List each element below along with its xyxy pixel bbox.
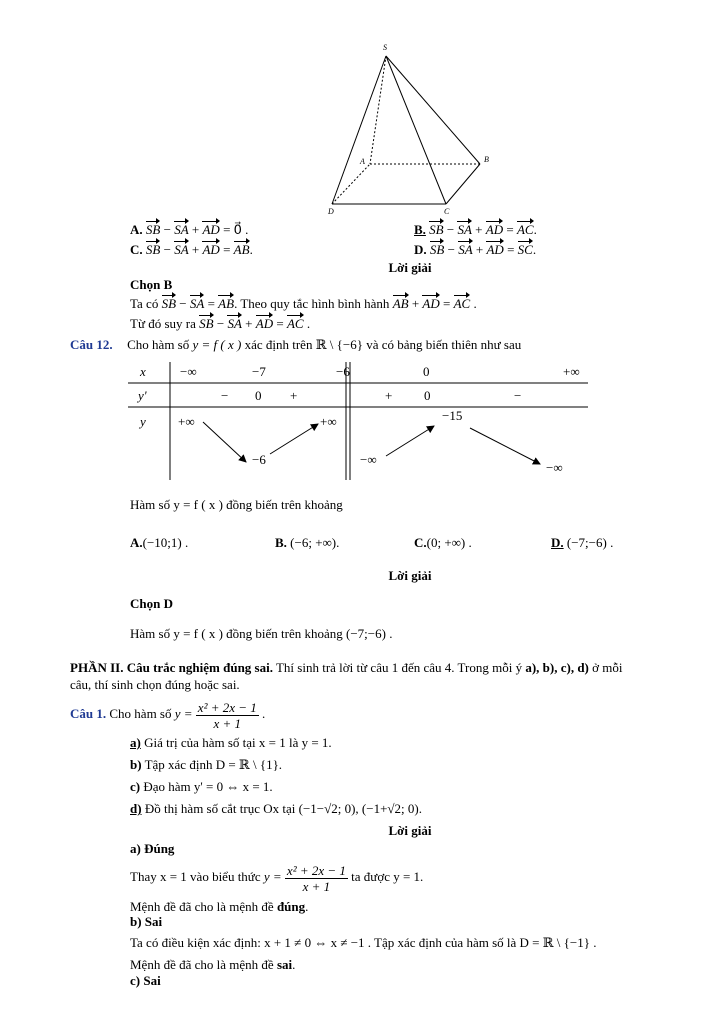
text: y = f ( x ) — [192, 337, 242, 352]
option-label: C. — [130, 242, 143, 257]
q1-loigiai: Lời giải — [388, 823, 432, 838]
option-value: (−6; +∞). — [290, 535, 340, 550]
y-value: −6 — [252, 452, 266, 467]
text: Mệnh đề đã cho là mệnh đề — [130, 899, 277, 914]
q11-option-b: B. SB − SA + AD = AC. — [414, 222, 537, 237]
item-text: Đồ thị hàm số cắt trục Ox tại (−1−√2; 0), (−1+√2; 0). — [141, 801, 422, 816]
numerator: x² + 2x − 1 — [197, 699, 257, 715]
fraction — [196, 700, 259, 731]
text: . Theo quy tắc hình bình hành — [234, 296, 390, 311]
q11-solution-line2: Từ đó suy ra SB − SA + AD = AC . — [130, 316, 311, 331]
q1-a-head: a) Đúng — [130, 841, 175, 856]
text: ℝ \ {−6} — [315, 337, 363, 352]
y-value: +∞ — [320, 414, 337, 429]
variation-table — [128, 360, 590, 485]
item-label: b) — [130, 757, 142, 772]
q12-question — [70, 337, 521, 353]
text: xác định trên — [244, 337, 313, 352]
q1-item-c — [130, 779, 273, 795]
option-label: A. — [130, 535, 143, 550]
text: ở mỗi — [588, 660, 623, 675]
q1-a-line — [130, 857, 423, 897]
text: Ta có — [130, 296, 159, 311]
q11-option-d: D. SB − SA + AD = SC. — [414, 242, 537, 257]
vertex-b-label: B — [484, 155, 489, 164]
yp-sign: − — [514, 388, 522, 403]
option-eq: . — [249, 242, 253, 257]
vertex-s-label: S — [383, 43, 387, 52]
q11-loigiai: Lời giải — [388, 260, 432, 275]
yp-sign: 0 — [424, 388, 431, 403]
x-value: −7 — [252, 364, 266, 379]
item-label: a) — [130, 735, 141, 750]
table-header-yp: y' — [138, 388, 147, 403]
q11-option-c: C. SB − SA + AD = AB. — [130, 242, 253, 257]
option-label: B. — [414, 222, 426, 237]
text: a), b), c), d) — [525, 660, 589, 675]
q12-option-b — [275, 535, 339, 551]
pyramid-figure — [320, 38, 500, 218]
part2-heading: PHẦN II. Câu trắc nghiệm đúng sai. — [70, 660, 273, 675]
q12-option-c — [414, 535, 472, 551]
option-label: C. — [414, 535, 427, 550]
q12-loigiai: Lời giải — [388, 568, 432, 583]
yp-sign: − — [221, 388, 229, 403]
q1-b-line: Ta có điều kiện xác định: x + 1 ≠ 0 ⇔ x ≠ −1 . Tập xác định của hàm số là D = ℝ \ {−1} . — [130, 935, 597, 950]
x-value: +∞ — [563, 364, 580, 379]
numerator: x² + 2x − 1 — [286, 862, 346, 878]
option-eq: = 0⃗ . — [223, 222, 249, 237]
x-value: −6 — [336, 364, 350, 379]
q12-option-a — [130, 535, 188, 551]
option-label: D. — [414, 242, 427, 257]
q1-question: Câu 1. Cho hàm số y = $\frac{\text{x² + 2x − 1}}{x + 1}$ . — [70, 699, 266, 731]
y-value: −∞ — [360, 452, 377, 467]
denominator: x + 1 — [302, 878, 331, 894]
text: y = — [263, 869, 282, 884]
q11-option-a: A. SB − SA + AD = 0⃗ . — [130, 222, 249, 237]
variation-arrow — [470, 428, 540, 464]
y-value: −15 — [442, 408, 463, 423]
q1-b-conclude: Mệnh đề đã cho là mệnh đề sai. — [130, 957, 296, 972]
item-text: Đạo hàm y' = 0 ⇔ x = 1. — [140, 779, 273, 794]
option-eq: . — [532, 242, 537, 257]
option-value: (−7;−6) . — [566, 535, 614, 550]
q1-b-head: b) Sai — [130, 914, 163, 929]
item-label: d) — [130, 801, 142, 816]
item-text: Tập xác định D = ℝ \ {1}. — [141, 757, 283, 772]
variation-arrow — [386, 426, 434, 456]
question-label: Câu 1. — [70, 706, 107, 721]
item-label: c) — [130, 779, 141, 794]
q12-answer: Hàm số y = f ( x ) đồng biến trên khoảng (−7;−6) . — [130, 626, 393, 641]
y-value: +∞ — [178, 414, 195, 429]
vertex-a-label: A — [360, 157, 365, 166]
x-value: −∞ — [180, 364, 197, 379]
q1-item-d — [130, 801, 422, 817]
fraction — [285, 863, 348, 894]
text: và có bảng biến thiên như sau — [366, 337, 522, 352]
text: sai — [276, 957, 293, 972]
part2-intro-line2: câu, thí sinh chọn đúng hoặc sai. — [70, 677, 240, 692]
text: Thí sinh trả lời từ câu 1 đến câu 4. Trong mỗi ý — [272, 660, 526, 675]
q1-c-head: c) Sai — [130, 973, 161, 988]
vertex-c-label: C — [444, 207, 450, 216]
text: y = — [174, 706, 193, 721]
y-value: −∞ — [546, 460, 563, 475]
text: Cho hàm số — [109, 706, 172, 721]
yp-sign: + — [290, 388, 298, 403]
text: Thay x = 1 vào biểu thức — [130, 869, 261, 884]
q12-ask: Hàm số y = f ( x ) đồng biến trên khoảng — [130, 497, 343, 512]
option-value: (0; +∞) . — [426, 535, 472, 550]
vertex-d-label: D — [328, 207, 334, 216]
option-label: A. — [130, 222, 143, 237]
x-value: 0 — [423, 364, 430, 379]
part2-intro — [70, 660, 622, 676]
q11-chon: Chọn B — [130, 277, 173, 292]
table-header-x: x — [140, 364, 146, 379]
option-value: (−10;1) . — [142, 535, 189, 550]
option-label: B. — [275, 535, 287, 550]
option-eq: . — [533, 222, 537, 237]
question-label: Câu 12. — [70, 337, 113, 352]
q12-option-d — [551, 535, 613, 551]
q1-a-conclude: Mệnh đề đã cho là mệnh đề đúng. — [130, 899, 309, 914]
q12-chon: Chọn D — [130, 596, 173, 611]
item-text: Giá trị của hàm số tại x = 1 là y = 1. — [140, 735, 332, 750]
table-header-y: y — [140, 414, 146, 429]
text: Mệnh đề đã cho là mệnh đề — [130, 957, 277, 972]
q11-solution-line1: Ta có SB − SA = AB. Theo quy tắc hình bình hành AB + AD = AC . — [130, 296, 477, 311]
q1-item-b — [130, 757, 282, 773]
text: đúng — [276, 899, 306, 914]
text: Cho hàm số — [127, 337, 190, 352]
text: ta được y = 1. — [351, 869, 424, 884]
option-label: D. — [551, 535, 564, 550]
yp-sign: + — [385, 388, 393, 403]
text: Từ đó suy ra — [130, 316, 196, 331]
variation-arrow — [203, 422, 246, 462]
variation-arrow — [270, 424, 318, 454]
q1-item-a — [130, 735, 332, 751]
denominator: x + 1 — [213, 715, 242, 731]
yp-sign: 0 — [255, 388, 262, 403]
